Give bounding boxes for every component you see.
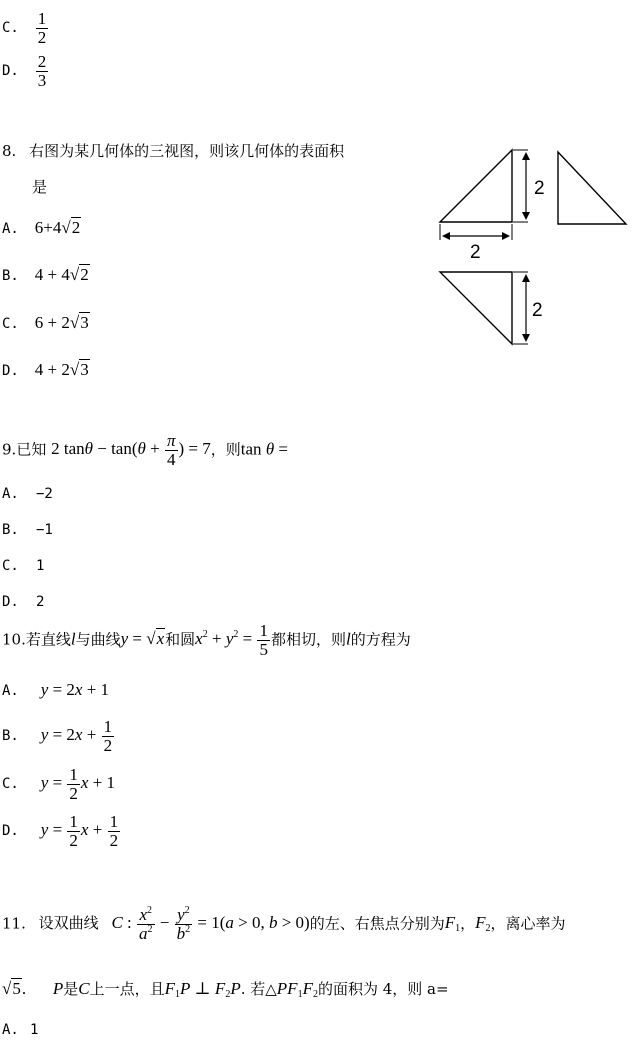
expr: = 2 — [48, 725, 75, 745]
option-text: 6+4 — [34, 218, 62, 237]
q11-stem-line1 — [2, 906, 566, 943]
expr: tan — [240, 439, 262, 459]
q10-option-c — [2, 766, 115, 803]
var: F — [302, 979, 313, 998]
radicand: x — [156, 629, 165, 649]
var: y — [177, 905, 185, 924]
question-text: 都相切，则 — [270, 630, 346, 649]
option-text: −2 — [36, 486, 53, 502]
expr: > 0, — [233, 913, 269, 933]
var: C — [111, 913, 123, 933]
var: F — [475, 913, 486, 933]
fraction — [36, 53, 49, 90]
question-number: 8. — [2, 142, 17, 160]
q10-option-d — [2, 813, 121, 850]
expr: = 1( — [193, 913, 226, 933]
arrow-head-down2 — [522, 334, 530, 342]
var: b — [176, 923, 186, 943]
numerator: 1 — [69, 812, 78, 831]
numerator: 1 — [69, 765, 78, 784]
expr: = — [274, 439, 289, 459]
denominator: 5 — [259, 639, 268, 659]
question-text: 的面积为 4，则 a= — [317, 980, 449, 998]
expr: = — [48, 773, 67, 793]
q11-stem-line2 — [2, 978, 449, 1000]
question-text: 与曲线 — [75, 630, 121, 649]
subscript: 1 — [455, 923, 461, 935]
var: a — [139, 923, 148, 943]
q7-option-c — [2, 10, 49, 47]
numerator: 1 — [37, 9, 47, 28]
var: F — [164, 979, 176, 998]
var: P — [180, 979, 191, 998]
denominator: 2 — [69, 830, 78, 850]
option-label: C. — [2, 316, 19, 332]
expr: ) = 7 — [178, 439, 211, 459]
denominator: 2 — [109, 830, 119, 850]
question-text: 设双曲线 — [38, 914, 99, 933]
question-text: 和圆 — [165, 630, 196, 649]
sqrt: √5 — [2, 979, 21, 998]
option-label: B. — [2, 268, 19, 284]
option-text: 2 — [36, 594, 45, 610]
expr: + — [207, 629, 226, 649]
q10-option-a — [2, 680, 109, 700]
q8-option-a — [2, 218, 81, 238]
denominator: 4 — [167, 449, 176, 469]
question-text: 的方程为 — [350, 630, 411, 649]
fraction — [36, 10, 49, 47]
option-text: 1 — [36, 558, 45, 574]
var-l: l — [70, 629, 76, 649]
option-label: D. — [2, 63, 19, 80]
question-text: 若直线 — [25, 630, 71, 649]
subscript: 2 — [312, 989, 318, 1000]
arrow-head-down — [522, 212, 530, 220]
q9-option-b — [2, 522, 53, 538]
option-text: 6 + 2 — [34, 313, 70, 332]
expr: . — [21, 979, 27, 998]
q9-equation — [51, 431, 211, 469]
expr: − tan( — [93, 439, 138, 459]
radicand: 3 — [80, 360, 89, 379]
question-text: . 若△ — [240, 980, 277, 998]
expr: = — [128, 629, 147, 649]
expr: = 2 — [48, 680, 75, 699]
arrow-head-up — [522, 152, 530, 160]
question-text: ， — [460, 914, 476, 933]
theta: θ — [137, 439, 146, 459]
option-label: A. — [2, 221, 19, 237]
fraction — [257, 622, 270, 659]
question-text: 的左、右焦点分别为 — [309, 914, 445, 933]
question-text: ，离心率为 — [490, 914, 566, 933]
option-text: 4 + 4 — [34, 265, 70, 284]
var: y — [40, 725, 49, 745]
curve-eq: y = √x — [120, 629, 165, 649]
var: y — [40, 773, 49, 793]
sqrt: √3 — [69, 313, 89, 332]
var: x — [74, 680, 83, 699]
expr: + — [88, 820, 107, 840]
question-number: 10. — [2, 630, 26, 649]
question-text: 上一点，且 — [89, 980, 165, 998]
q10-option-b — [2, 718, 115, 755]
var-l: l — [345, 629, 351, 649]
expr: + 1 — [88, 773, 116, 793]
var: x — [195, 629, 203, 649]
option-label: B. — [2, 728, 19, 745]
var: b — [268, 913, 278, 933]
question-text: 右图为某几何体的三视图，则该几何体的表面积 — [29, 142, 345, 160]
circle-eq: $x^2 + y^2$ = $\frac{1}{5}$ — [195, 621, 268, 659]
option-text: −1 — [36, 522, 53, 538]
option-label: B. — [2, 522, 19, 538]
denominator: 2 — [37, 27, 47, 47]
expr: + — [145, 439, 164, 459]
three-view-figure — [430, 140, 635, 355]
dim-label-front-width: 2 — [470, 242, 481, 263]
numerator: 1 — [259, 621, 268, 640]
side-view-triangle — [558, 152, 626, 224]
q9-stem — [2, 432, 288, 469]
expr: − — [155, 913, 174, 933]
q8-stem-line1 — [2, 140, 344, 161]
q8-option-c — [2, 313, 90, 333]
front-view-triangle — [440, 150, 512, 222]
subscript: 1 — [175, 989, 181, 1000]
q7-option-d — [2, 53, 49, 90]
sqrt: √2 — [61, 218, 81, 237]
var: y — [120, 629, 129, 649]
top-view-triangle — [440, 272, 512, 344]
var: F — [214, 979, 226, 998]
option-label: D. — [2, 823, 19, 840]
question-text: ，则 — [210, 440, 241, 459]
radicand: 5 — [12, 979, 21, 998]
option-text: 4 + 2 — [34, 360, 70, 379]
option-label: C. — [2, 776, 19, 793]
var: x — [74, 725, 83, 745]
option-label: A. — [2, 1022, 19, 1038]
option-label: A. — [2, 486, 19, 502]
option-label: A. — [2, 683, 19, 699]
denominator: 3 — [37, 70, 47, 90]
var: P — [230, 979, 241, 998]
expr: 2 tan — [51, 439, 85, 459]
q8-option-d — [2, 360, 90, 380]
var: a — [225, 913, 234, 933]
question-number: 9. — [2, 440, 17, 459]
var: P — [52, 979, 64, 998]
question-text: 已知 — [16, 440, 47, 459]
option-label: D. — [2, 363, 19, 379]
q8-option-b — [2, 265, 90, 285]
q11-option-a — [2, 1022, 38, 1038]
expr: = — [238, 629, 257, 649]
option-label: C. — [2, 558, 19, 574]
option-text: 1 — [30, 1022, 39, 1038]
expr: = — [48, 820, 67, 840]
expr: ⊥ — [190, 979, 215, 998]
q9-option-a — [2, 486, 53, 502]
denominator: 2 — [103, 735, 113, 755]
arrow-head-right — [502, 232, 510, 240]
dim-label-front-height: 2 — [534, 178, 545, 199]
arrow-head-up2 — [522, 274, 530, 282]
radicand: 3 — [80, 313, 89, 332]
expr: : — [122, 913, 137, 933]
subscript: 1 — [297, 989, 303, 1000]
question-text: 是 — [63, 980, 79, 998]
theta: θ — [265, 439, 275, 459]
q9-option-c — [2, 558, 44, 574]
numerator: 1 — [109, 812, 119, 831]
sqrt: √2 — [69, 265, 89, 284]
fraction — [165, 432, 178, 469]
subscript: 2 — [225, 989, 231, 1000]
numerator: 2 — [37, 52, 47, 71]
numerator: π — [166, 431, 176, 450]
var: y — [40, 820, 49, 840]
var: PF — [276, 979, 298, 998]
q8-stem-line2: 是 — [32, 178, 48, 196]
radicand: 2 — [80, 265, 89, 284]
option-label: D. — [2, 594, 19, 610]
var: x — [139, 905, 148, 924]
option-label: C. — [2, 20, 19, 37]
numerator: 1 — [103, 717, 113, 736]
dim-label-top-depth: 2 — [532, 300, 543, 321]
expr: + — [82, 725, 101, 745]
arrow-head-left — [442, 232, 450, 240]
radicand: 2 — [71, 218, 81, 237]
var: F — [444, 913, 456, 933]
sqrt: √3 — [69, 360, 89, 379]
expr: + 1 — [82, 680, 110, 699]
var: y — [225, 629, 234, 649]
var: y — [40, 680, 49, 699]
q9-target — [241, 439, 288, 458]
var: C — [78, 979, 90, 998]
q9-option-d — [2, 594, 44, 610]
q10-stem — [2, 622, 411, 659]
var: x — [80, 773, 89, 793]
denominator: 2 — [69, 783, 78, 803]
var: x — [80, 820, 89, 840]
expr: > 0) — [277, 913, 310, 933]
question-number: 11. — [2, 914, 26, 933]
theta: θ — [84, 439, 93, 459]
subscript: 2 — [485, 923, 491, 935]
hyperbola-eq: C : $\frac{x^2}{a^2}$ − $\frac{y^2}{b^2}$ = 1(a > 0, b > 0) — [111, 905, 310, 943]
